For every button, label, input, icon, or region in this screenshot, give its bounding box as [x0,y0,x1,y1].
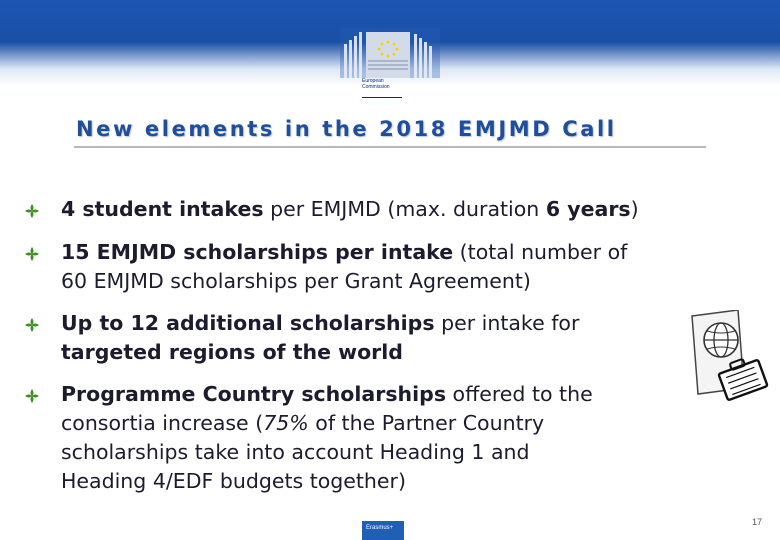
diamond-flower-icon [24,203,40,219]
wordmark-underline [362,97,402,98]
text-bold: 6 years [545,197,631,221]
diamond-flower-icon [24,388,40,404]
bullet-text [61,380,593,496]
text-bold: Programme Country scholarships [61,382,447,406]
bullet-text [61,238,627,296]
commission-wordmark [362,78,412,90]
bullet-text [61,309,579,367]
wordmark-line-1: European [362,78,384,84]
text-normal: (total number of [453,240,628,264]
text-normal: per EMJMD (max. duration [263,197,546,221]
text-normal: per intake for [434,311,580,335]
slide-title: New elements in the 2018 EMJMD Call [76,117,617,141]
text-normal: 60 EMJMD scholarships per Grant Agreement) [61,269,531,293]
text-bold: targeted regions of the world [61,340,403,364]
diamond-flower-icon [24,317,40,333]
text-normal: ) [630,197,639,221]
bullet-text [61,195,639,224]
text-normal: scholarships take into account Heading 1 and [61,440,530,464]
wordmark-line-2: Commission [362,84,390,90]
page-number: 17 [752,517,763,527]
text-normal: of the Partner Country [308,411,545,435]
text-bold: Up to 12 additional scholarships [61,311,435,335]
text-bold: 15 EMJMD scholarships per intake [61,240,454,264]
text-normal: consortia increase ( [61,411,264,435]
erasmus-plus-logo [362,521,404,540]
title-underline [74,146,706,148]
text-normal: offered to the [446,382,593,406]
globe-suitcase-travel-icon [688,310,772,406]
diamond-flower-icon [24,246,40,262]
text-normal: Heading 4/EDF budgets together) [61,469,406,493]
text-bold: 4 student intakes [61,197,264,221]
erasmus-logo-label: Erasmus+ [366,525,394,531]
text-italic: 75% [263,411,309,435]
